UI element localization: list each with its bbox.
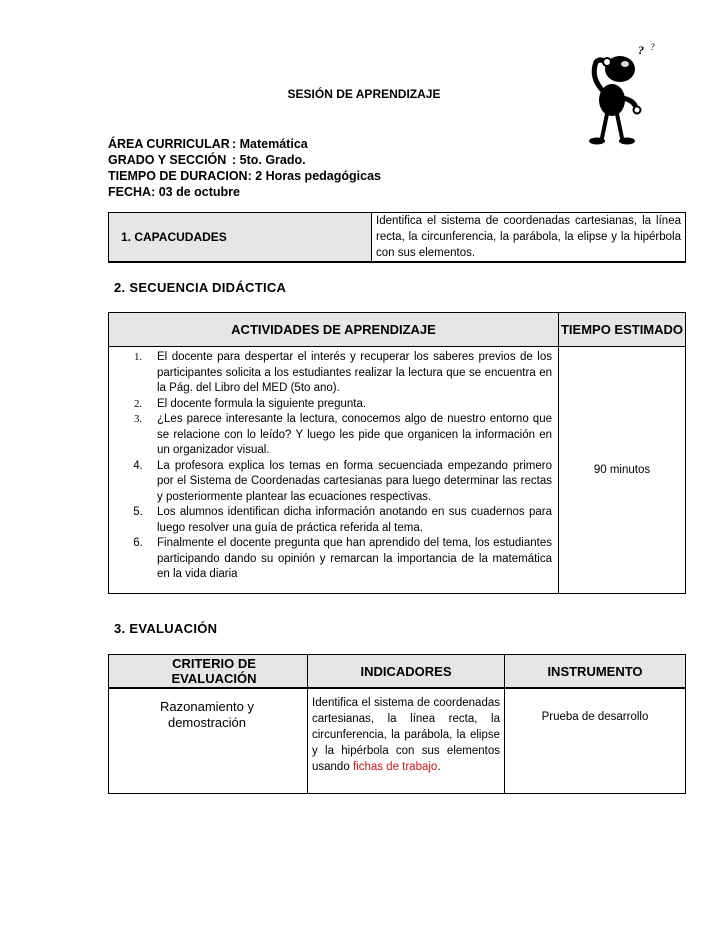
meta-value: : 5to. Grado. <box>232 153 306 167</box>
list-item <box>119 459 552 506</box>
meta-label: GRADO Y SECCIÓN <box>108 153 227 167</box>
evaluacion-table <box>108 654 686 794</box>
meta-area <box>108 137 308 152</box>
capacidades-text: Identifica el sistema de coordenadas cartesianas, la línea recta, la circunferencia, la parábola, la elipse y la hipérbola con sus elementos. <box>372 213 686 263</box>
indicador-end: . <box>437 761 441 773</box>
col-criterio-label: CRITERIO DE EVALUACIÓN <box>171 656 257 686</box>
list-item <box>119 505 552 536</box>
meta-label: TIEMPO DE DURACION <box>108 169 248 183</box>
criterio-value: Razonamiento y demostración <box>160 699 254 730</box>
item-number: 5. <box>133 506 143 518</box>
col-criterio-header <box>109 655 308 689</box>
instrumento-cell <box>505 688 686 794</box>
meta-fecha <box>108 185 240 200</box>
col-time-header: TIEMPO ESTIMADO <box>559 313 686 347</box>
item-text: El docente para despertar el interés y recuperar los saberes previos de los participantes solicita a los estudiantes realizar la lectura que se encuentra en la Pág. del Libro del MED (5to ano). <box>157 351 552 394</box>
meta-tiempo <box>108 169 381 184</box>
evaluacion-heading: 3. EVALUACIÓN <box>114 621 218 636</box>
item-number: 4. <box>133 459 143 472</box>
indicador-text: Identifica el sistema de coordenadas cartesianas, la línea recta, la circunferencia, la parábola, la elipse y la hipérbola con sus elementos usando <box>312 697 500 773</box>
secuencia-heading: 2. SECUENCIA DIDÁCTICA <box>114 280 287 295</box>
instrumento-value: Prueba de desarrollo <box>541 711 649 723</box>
meta-value: : 03 de octubre <box>151 185 240 199</box>
col-indicadores-header: INDICADORES <box>308 655 505 689</box>
indicador-highlight: fichas de trabajo <box>352 761 438 773</box>
item-text: Finalmente el docente pregunta que han aprendido del tema, los estudiantes participando dando su opinión y remarcan la importancia de la matemática en la vida diaria <box>157 537 552 580</box>
item-number: 6. <box>133 537 143 549</box>
capacidades-label: 1. CAPACUDADES <box>109 213 372 263</box>
list-item <box>119 412 552 459</box>
svg-text:?: ? <box>650 42 655 52</box>
meta-value: : Matemática <box>232 137 308 151</box>
page-title: SESIÓN DE APRENDIZAJE <box>287 87 441 101</box>
item-text: Los alumnos identifican dicha información anotando en sus cuadernos para luego resolver una guía de práctica referida al tema. <box>157 506 552 534</box>
item-number: 3. <box>134 414 142 425</box>
svg-text:?: ? <box>638 43 644 57</box>
criterio-cell <box>109 688 308 794</box>
col-activities-header: ACTIVIDADES DE APRENDIZAJE <box>109 313 559 347</box>
col-instrumento-header: INSTRUMENTO <box>505 655 686 689</box>
activities-list <box>119 350 552 583</box>
item-text: La profesora explica los temas en forma secuenciada empezando primero por el Sistema de Coordenadas cartesianas para luego determinar las rectas y posteriormente plantear las ecuaciones respectivas. <box>157 459 552 503</box>
list-item <box>119 536 552 583</box>
list-item <box>119 397 552 413</box>
item-number: 2. <box>134 398 142 410</box>
activities-cell <box>109 347 559 594</box>
item-text: El docente formula la siguiente pregunta. <box>157 397 367 410</box>
time-value: 90 minutos <box>559 347 686 594</box>
item-number: 1. <box>134 352 142 363</box>
secuencia-table <box>108 312 686 594</box>
item-text: ¿Les parece interesante la lectura, conocemos algo de nuestro entorno que se relacione con lo leído? Y luego les pide que organicen la información en un organizador visual. <box>157 413 552 456</box>
meta-label: FECHA <box>108 185 152 199</box>
meta-label: ÁREA CURRICULAR <box>108 137 230 151</box>
meta-grado <box>108 153 306 168</box>
list-item <box>119 350 552 397</box>
meta-value: : 2 Horas pedagógicas <box>247 169 381 183</box>
indicador-cell <box>308 688 505 794</box>
capacidades-table <box>108 212 686 263</box>
indicador-value <box>308 689 504 775</box>
